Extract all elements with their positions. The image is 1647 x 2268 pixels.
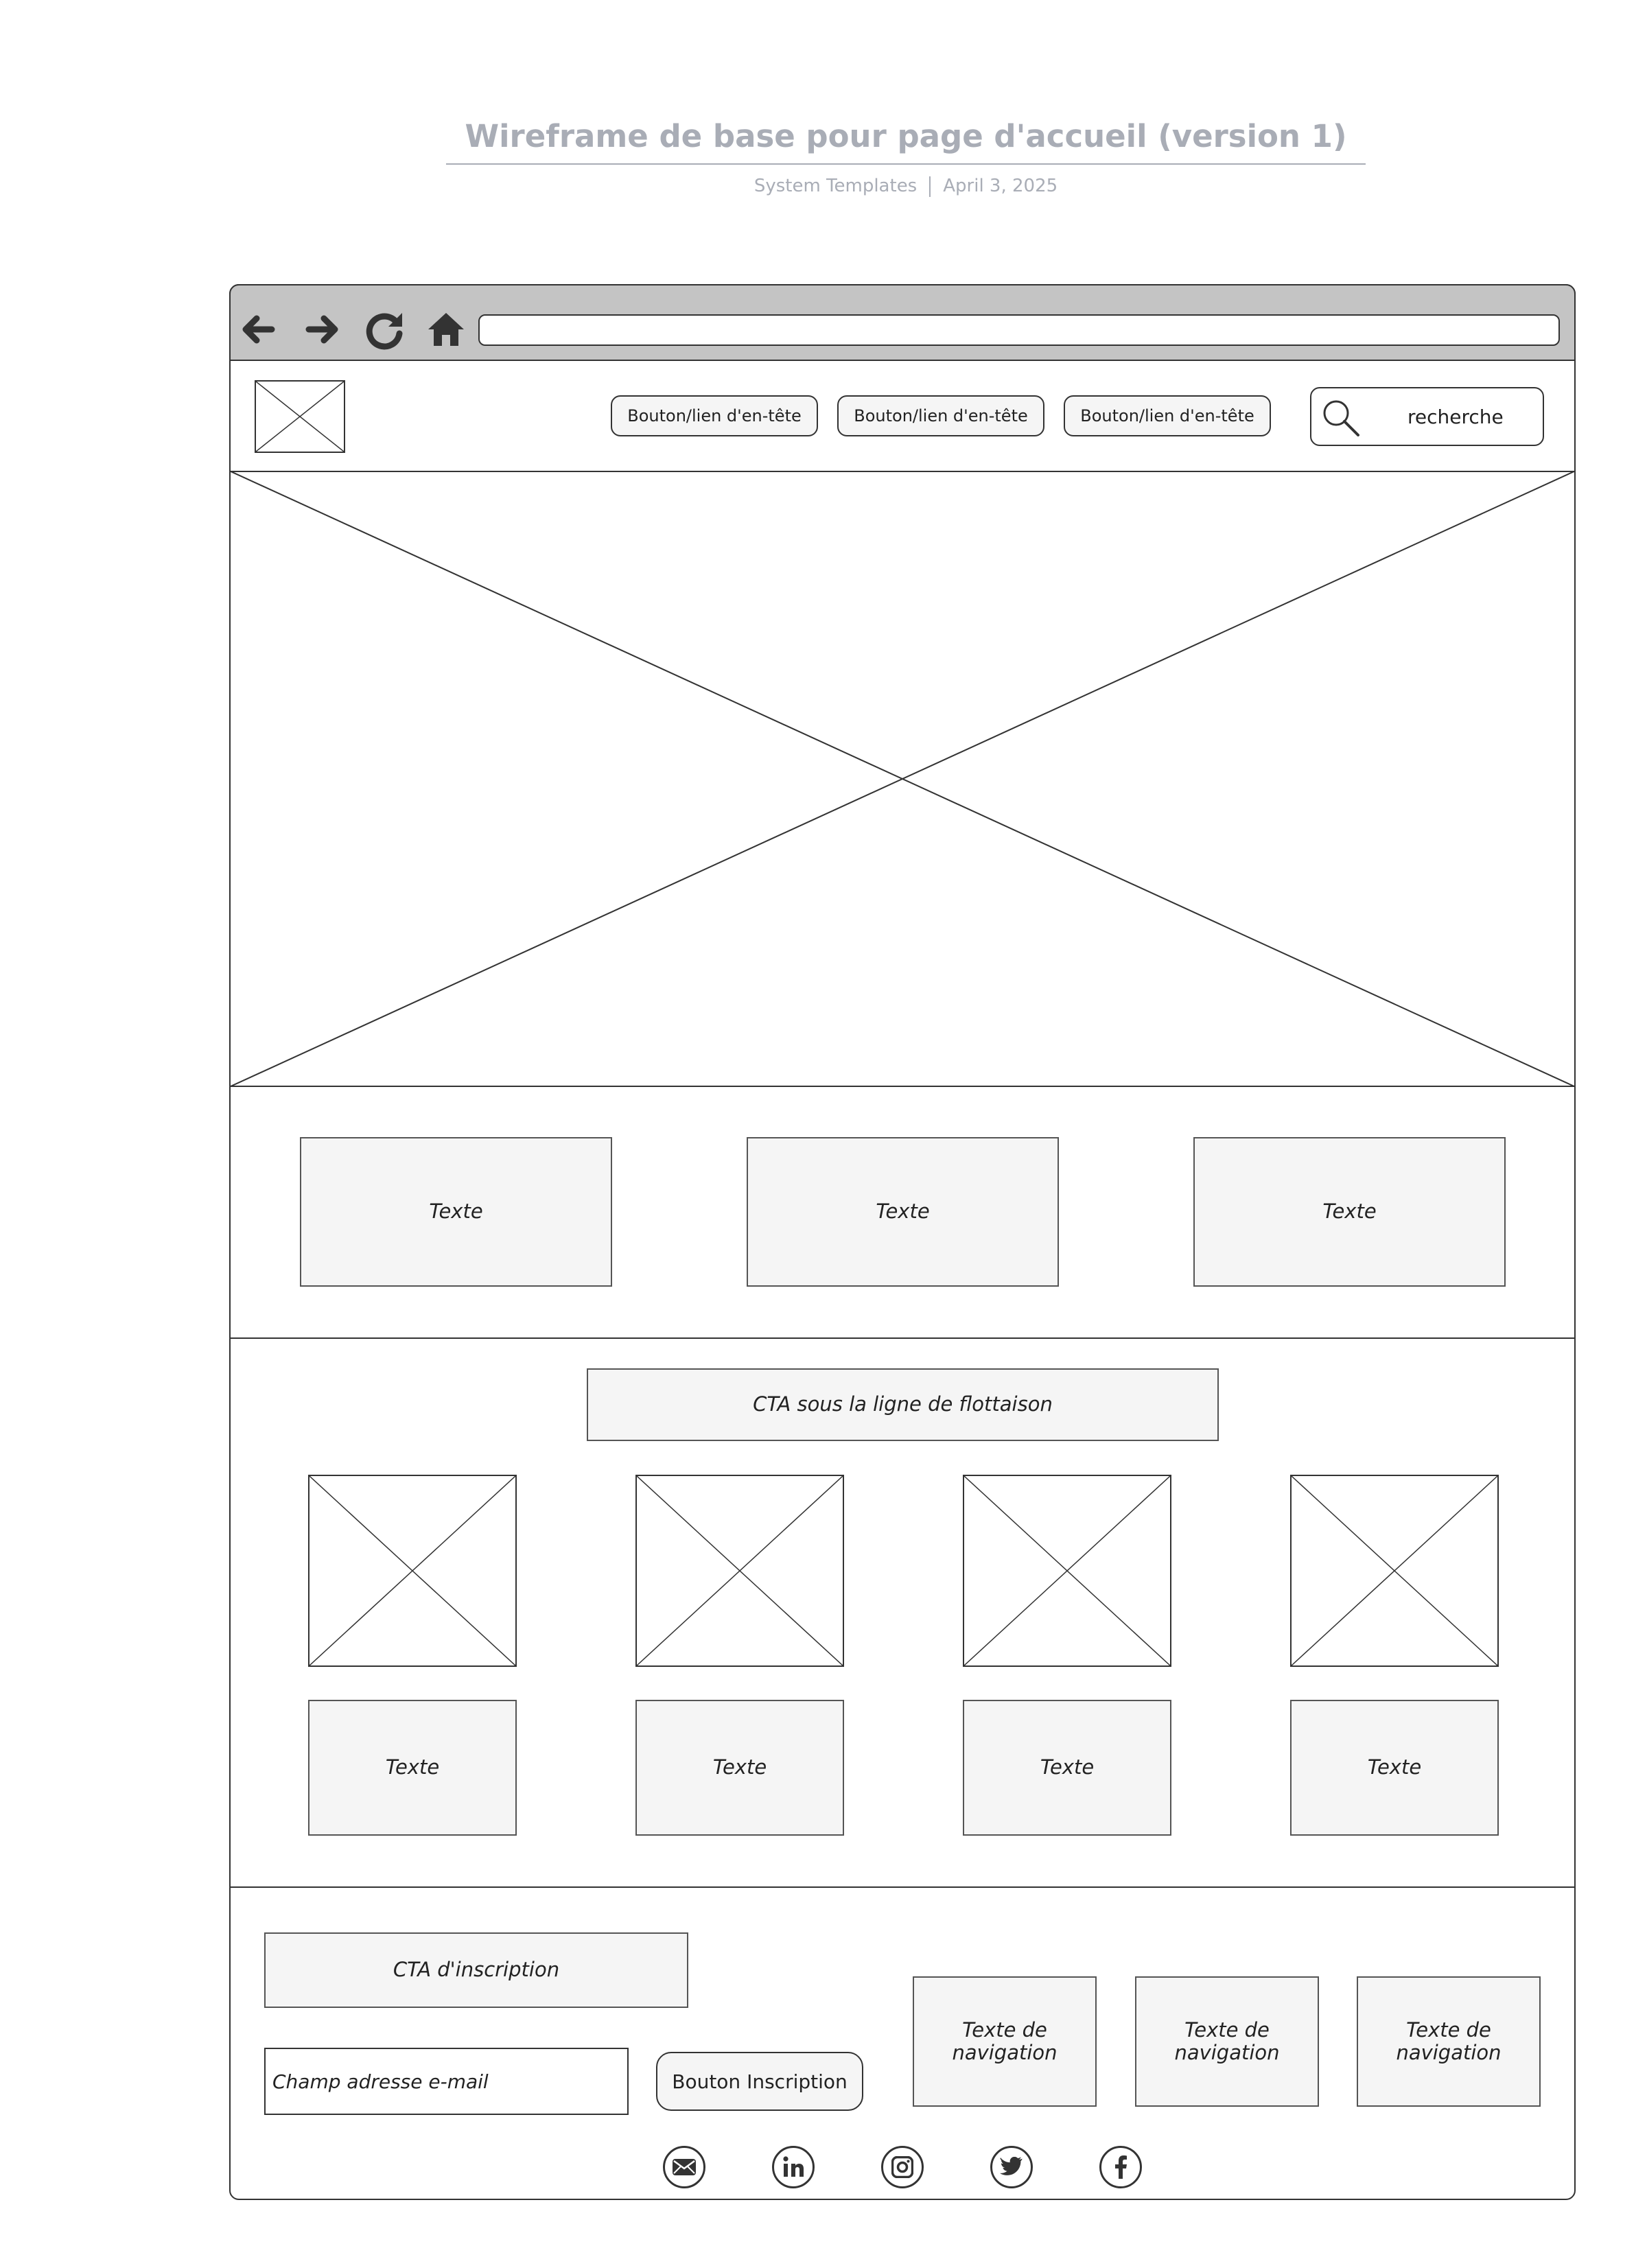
footer-nav-1[interactable]: Texte de navigation [913,1976,1097,2107]
search-label: recherche [1407,406,1504,428]
card-image-1 [308,1475,517,1667]
twitter-icon[interactable] [990,2146,1033,2188]
twitter-glyph [999,2157,1024,2177]
home-icon[interactable] [427,310,465,349]
footer-nav-2[interactable]: Texte de navigation [1135,1976,1319,2107]
facebook-icon[interactable] [1099,2146,1142,2188]
card-image-3 [963,1475,1171,1667]
logo-placeholder-cross [256,382,344,452]
feature-text-1: Texte [300,1137,612,1287]
instagram-icon[interactable] [881,2146,924,2188]
meta-separator [929,176,931,197]
back-arrow-icon[interactable] [239,309,277,350]
hero-image-cross [229,471,1576,1087]
email-field[interactable]: Champ adresse e-mail [264,2048,629,2115]
document-meta [0,176,1647,197]
hero-image-placeholder [229,471,1576,1087]
footer-nav-3[interactable]: Texte de navigation [1357,1976,1541,2107]
logo-placeholder [255,380,345,453]
signup-button[interactable]: Bouton Inscription [656,2052,863,2111]
title-underline [446,163,1366,165]
linkedin-glyph [782,2155,805,2179]
card-image-2 [635,1475,844,1667]
email-icon[interactable] [663,2146,705,2188]
feature-text-2: Texte [747,1137,1059,1287]
date-label: April 3, 2025 [943,176,1058,196]
page-title: Wireframe de base pour page d'accueil (version 1) [465,118,1347,154]
card-text-4: Texte [1290,1700,1499,1836]
card-image-4-cross [1292,1476,1497,1665]
signup-cta[interactable]: CTA d'inscription [264,1932,688,2008]
instagram-glyph [891,2156,913,2178]
linkedin-icon[interactable] [772,2146,815,2188]
cta-divider [229,1886,1576,1888]
address-bar[interactable] [478,314,1560,346]
forward-arrow-icon[interactable] [303,309,342,350]
feature-text-3: Texte [1193,1137,1506,1287]
header-button-1[interactable]: Bouton/lien d'en-tête [611,395,818,436]
card-text-2: Texte [635,1700,844,1836]
features-divider [229,1337,1576,1339]
card-image-2-cross [637,1476,843,1665]
card-text-1: Texte [308,1700,517,1836]
facebook-glyph [1114,2155,1127,2179]
card-image-1-cross [309,1476,515,1665]
search-icon [1321,398,1362,439]
email-glyph [673,2159,696,2175]
card-image-3-cross [964,1476,1170,1665]
header-button-3[interactable]: Bouton/lien d'en-tête [1064,395,1271,436]
hero-divider [229,1086,1576,1087]
header-button-2[interactable]: Bouton/lien d'en-tête [837,395,1044,436]
card-text-3: Texte [963,1700,1171,1836]
reload-icon[interactable] [364,307,406,351]
author-label: System Templates [754,176,918,196]
card-image-4 [1290,1475,1499,1667]
cta-below-fold[interactable]: CTA sous la ligne de flottaison [587,1368,1219,1441]
search-box[interactable] [1310,387,1544,446]
